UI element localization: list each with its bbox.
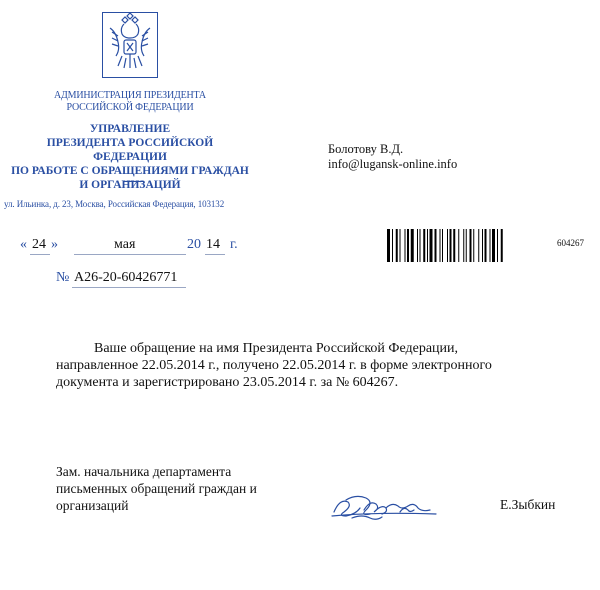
barcode-bar <box>396 229 398 262</box>
barcode-bar <box>423 229 425 262</box>
administration-line-2: РОССИЙСКОЙ ФЕДЕРАЦИИ <box>66 102 194 113</box>
signatory-title <box>56 463 257 514</box>
barcode-bar <box>407 229 409 262</box>
barcode-bar <box>490 229 491 262</box>
barcode-bar <box>387 229 390 262</box>
date-close-quote: » <box>51 237 58 252</box>
recipient-email: info@lugansk-online.info <box>328 157 458 171</box>
barcode-bar <box>473 229 474 262</box>
barcode-bar <box>427 229 428 262</box>
signatory-title-line-3: организаций <box>56 498 129 513</box>
department-line-4: И ОРГАНИЗАЦИЙ <box>79 179 181 191</box>
letterhead-address: ул. Ильинка, д. 23, Москва, Российская Федерация, 103132 <box>4 199 225 209</box>
date-day: 24 <box>32 237 46 252</box>
date-year: 14 <box>206 237 220 252</box>
letter-body <box>56 340 564 391</box>
coat-of-arms-emblem-icon <box>102 12 158 78</box>
barcode-bar <box>458 229 459 262</box>
barcode-bar <box>482 229 483 262</box>
barcode-bar <box>392 229 393 262</box>
barcode-bar <box>492 229 495 262</box>
date-month: мая <box>114 237 136 252</box>
header-divider <box>123 181 143 182</box>
barcode-bar <box>447 229 448 262</box>
recipient-block <box>328 142 457 172</box>
reference-underline <box>72 287 186 288</box>
department-line-1: УПРАВЛЕНИЕ <box>89 123 171 135</box>
signatory-title-line-2: письменных обращений граждан и <box>56 481 257 496</box>
barcode-number: 604267 <box>557 238 584 248</box>
barcode-bar <box>435 229 437 262</box>
body-line-1: Ваше обращение на имя Президента Российской Федерации, <box>94 341 459 356</box>
date-month-underline <box>74 254 186 255</box>
department-line-3: ПО РАБОТЕ С ОБРАЩЕНИЯМИ ГРАЖДАН <box>11 165 249 177</box>
barcode-bar <box>453 229 455 262</box>
signatory-title-line-1: Зам. начальника департамента <box>56 464 232 479</box>
barcode-bar <box>497 229 498 262</box>
barcode-bar <box>450 229 452 262</box>
barcode-bar <box>485 229 487 262</box>
barcode-bar <box>470 229 472 262</box>
barcode-bar <box>442 229 443 262</box>
barcode-bar <box>405 229 406 262</box>
date-year-underline <box>205 254 225 255</box>
date-day-underline <box>30 254 50 255</box>
recipient-name: Болотову В.Д. <box>328 142 404 156</box>
date-open-quote: « <box>20 237 27 252</box>
administration-header <box>40 90 220 114</box>
handwritten-signature-icon <box>330 492 438 522</box>
barcode-bar <box>430 229 433 262</box>
barcode-bar <box>420 229 421 262</box>
barcode-bar <box>478 229 479 262</box>
barcode-bar <box>440 229 441 262</box>
barcode-bar <box>466 229 467 262</box>
reference-number: А26-20-60426771 <box>74 270 178 285</box>
barcode-bar <box>417 229 418 262</box>
barcode-bar <box>400 229 401 262</box>
barcode <box>387 229 545 262</box>
date-year-suffix: г. <box>230 237 238 252</box>
signatory-name: Е.Зыбкин <box>500 497 556 512</box>
body-line-3: документа и зарегистрировано 23.05.2014 г. за № 604267. <box>56 375 399 390</box>
barcode-bar <box>463 229 464 262</box>
date-century: 20 <box>187 237 201 252</box>
barcode-bar <box>501 229 503 262</box>
body-line-2: направленное 22.05.2014 г., получено 22.05.2014 г. в форме электронного <box>56 358 492 373</box>
barcode-bar <box>411 229 414 262</box>
administration-line-1: АДМИНИСТРАЦИЯ ПРЕЗИДЕНТА <box>54 90 206 101</box>
reference-number-symbol: № <box>56 270 70 285</box>
department-line-2: ПРЕЗИДЕНТА РОССИЙСКОЙ ФЕДЕРАЦИИ <box>46 137 214 163</box>
